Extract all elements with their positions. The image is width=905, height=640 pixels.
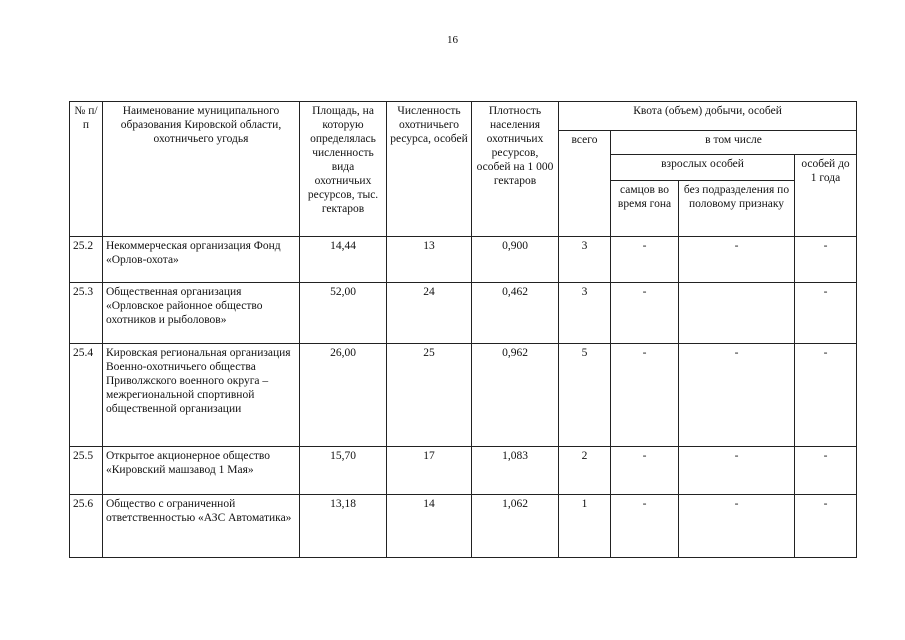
row-count: 24 (387, 283, 472, 344)
row-under1: - (795, 283, 857, 344)
table-row (70, 283, 857, 344)
row-density: 0,900 (472, 237, 559, 283)
table-row (70, 237, 857, 283)
row-under1: - (795, 344, 857, 447)
row-no-sex: - (679, 495, 795, 558)
row-count: 13 (387, 237, 472, 283)
row-num: 25.5 (70, 447, 103, 495)
row-males-rut: - (611, 495, 679, 558)
row-name: Общество с ограниченной ответственностью «АЗС Автоматика» (103, 495, 300, 558)
row-males-rut: - (611, 344, 679, 447)
row-no-sex: - (679, 447, 795, 495)
header-adults: взрослых особей (611, 155, 795, 181)
row-under1: - (795, 495, 857, 558)
row-density: 0,462 (472, 283, 559, 344)
row-males-rut: - (611, 283, 679, 344)
row-under1: - (795, 447, 857, 495)
header-quota: Квота (объем) добычи, особей (559, 102, 857, 131)
row-count: 14 (387, 495, 472, 558)
row-under1: - (795, 237, 857, 283)
row-density: 1,083 (472, 447, 559, 495)
row-total: 1 (559, 495, 611, 558)
row-males-rut: - (611, 447, 679, 495)
row-num: 25.2 (70, 237, 103, 283)
row-area: 15,70 (300, 447, 387, 495)
row-count: 17 (387, 447, 472, 495)
row-no-sex (679, 283, 795, 344)
row-density: 0,962 (472, 344, 559, 447)
row-no-sex: - (679, 344, 795, 447)
row-density: 1,062 (472, 495, 559, 558)
row-name: Открытое акционерное общество «Кировский машзавод 1 Мая» (103, 447, 300, 495)
row-no-sex: - (679, 237, 795, 283)
header-area: Площадь, на которую определялась численность вида охотничьих ресурсов, тыс. гектаров (300, 102, 387, 237)
header-including: в том числе (611, 131, 857, 155)
row-num: 25.3 (70, 283, 103, 344)
row-total: 2 (559, 447, 611, 495)
header-num: № п/п (70, 102, 103, 237)
header-males-rut: самцов во время гона (611, 181, 679, 237)
page-number: 16 (447, 34, 458, 46)
row-total: 5 (559, 344, 611, 447)
row-num: 25.4 (70, 344, 103, 447)
header-count: Численность охотничьего ресурса, особей (387, 102, 472, 237)
header-no-sex: без подразделения по половому признаку (679, 181, 795, 237)
row-name: Некоммерческая организация Фонд «Орлов-охота» (103, 237, 300, 283)
row-name: Кировская региональная организация Военно-охотничьего общества Приволжского военного округа – межрегиональной спортивной общественной организации (103, 344, 300, 447)
row-area: 52,00 (300, 283, 387, 344)
header-under1: особей до 1 года (795, 155, 857, 237)
table-row (70, 344, 857, 447)
header-name: Наименование муниципального образования Кировской области, охотничьего угодья (103, 102, 300, 237)
row-name: Общественная организация «Орловское районное общество охотников и рыболовов» (103, 283, 300, 344)
table-row (70, 495, 857, 558)
table-row (70, 447, 857, 495)
row-count: 25 (387, 344, 472, 447)
row-area: 13,18 (300, 495, 387, 558)
header-total: всего (559, 131, 611, 237)
row-area: 26,00 (300, 344, 387, 447)
row-total: 3 (559, 283, 611, 344)
row-area: 14,44 (300, 237, 387, 283)
row-males-rut: - (611, 237, 679, 283)
quota-table (69, 101, 857, 558)
row-total: 3 (559, 237, 611, 283)
header-density: Плотность населения охотничьих ресурсов, особей на 1 000 гектаров (472, 102, 559, 237)
row-num: 25.6 (70, 495, 103, 558)
